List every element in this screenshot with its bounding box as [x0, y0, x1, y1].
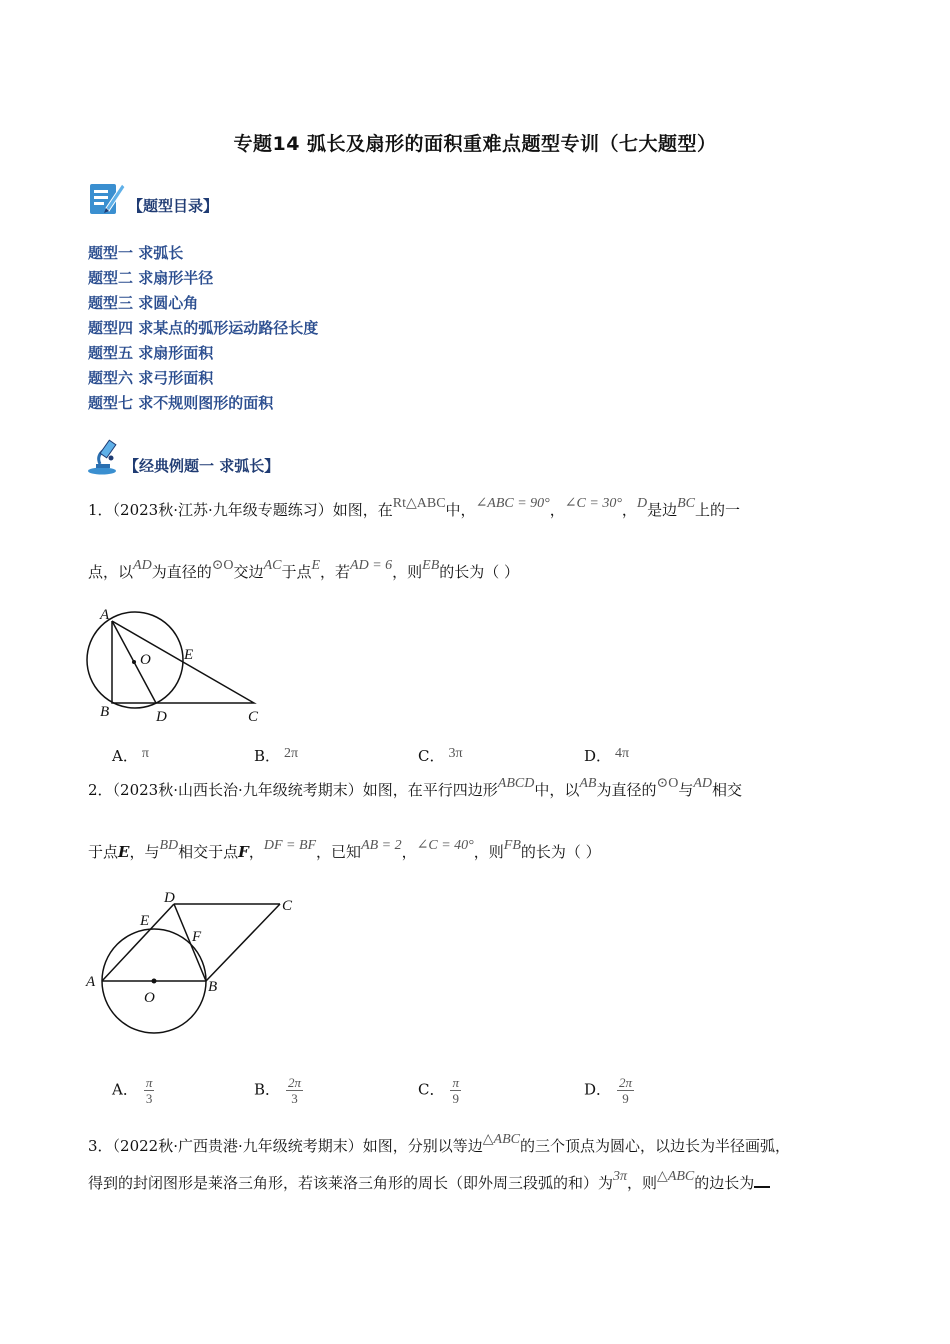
- figure-2: [84, 884, 304, 1044]
- toc-item[interactable]: 题型四 求某点的弧形运动路径长度: [88, 319, 319, 337]
- label-B: B: [100, 704, 110, 720]
- toc-item[interactable]: 题型六 求弓形面积: [88, 369, 214, 387]
- question-3-line-1: 3．（2022秋·广西贵港·九年级统考期末）如图，分别以等边△ABC的三个顶点为圆心，以边长为半径画弧，: [88, 1132, 790, 1155]
- label-C: C: [282, 898, 293, 914]
- label-A: A: [100, 607, 110, 623]
- figure-1: [86, 600, 276, 728]
- option-d[interactable]: D． $\frac{2\pi}{9}$: [584, 1075, 633, 1106]
- question-1-line-2: 点，以AD为直径的⊙O交边AC于点E，若AD = 6，则EB的长为（ ）: [88, 558, 520, 581]
- toc-heading: 【题型目录】: [128, 197, 219, 215]
- question-2-line-2: 于点E，与BD相交于点F，DF = BF，已知AB = 2，∠C = 40°，则FB的长为（ ）: [88, 838, 601, 861]
- edit-notes-icon: [88, 178, 126, 216]
- option-a[interactable]: A． $\frac{\pi}{3}$: [112, 1075, 153, 1106]
- label-E: E: [140, 913, 150, 929]
- label-O: O: [144, 990, 155, 1006]
- toc-item[interactable]: 题型三 求圆心角: [88, 294, 199, 312]
- label-D: D: [164, 890, 175, 906]
- option-c[interactable]: C． $\frac{\pi}{9}$: [418, 1075, 459, 1106]
- answer-blank[interactable]: [754, 1172, 770, 1188]
- option-c[interactable]: C． 3π: [418, 746, 463, 765]
- option-a[interactable]: A． π: [112, 746, 149, 765]
- page-title: 专题14 弧长及扇形的面积重难点题型专训（七大题型）: [233, 133, 717, 155]
- toc-item[interactable]: 题型五 求扇形面积: [88, 344, 214, 362]
- label-B: B: [208, 979, 218, 995]
- toc-item[interactable]: 题型二 求扇形半径: [88, 269, 214, 287]
- label-O: O: [140, 652, 151, 668]
- label-A: A: [86, 974, 96, 990]
- option-b[interactable]: B． 2π: [254, 746, 299, 765]
- toc-item[interactable]: 题型七 求不规则图形的面积: [88, 394, 274, 412]
- question-1-line-1: 1．（2023秋·江苏·九年级专题练习）如图，在Rt△ABC中，∠ABC = 90°，∠C = 30°，D是边BC上的一: [88, 496, 740, 519]
- option-d[interactable]: D． 4π: [584, 746, 630, 765]
- option-b[interactable]: B． $\frac{2\pi}{3}$: [254, 1075, 302, 1106]
- label-C: C: [248, 709, 259, 725]
- section-heading: 【经典例题一 求弧长】: [124, 457, 280, 475]
- question-3-line-2: 得到的封闭图形是莱洛三角形，若该莱洛三角形的周长（即外周三段弧的和）为3π，则△ABC的边长为: [88, 1172, 770, 1195]
- question-2-line-1: 2．（2023秋·山西长治·九年级统考期末）如图，在平行四边形ABCD中，以AB为直径的⊙O与AD相交: [88, 776, 743, 799]
- label-D: D: [156, 709, 167, 725]
- microscope-icon: [86, 438, 124, 476]
- label-F: F: [192, 929, 202, 945]
- label-E: E: [184, 647, 194, 663]
- toc-item[interactable]: 题型一 求弧长: [88, 244, 184, 262]
